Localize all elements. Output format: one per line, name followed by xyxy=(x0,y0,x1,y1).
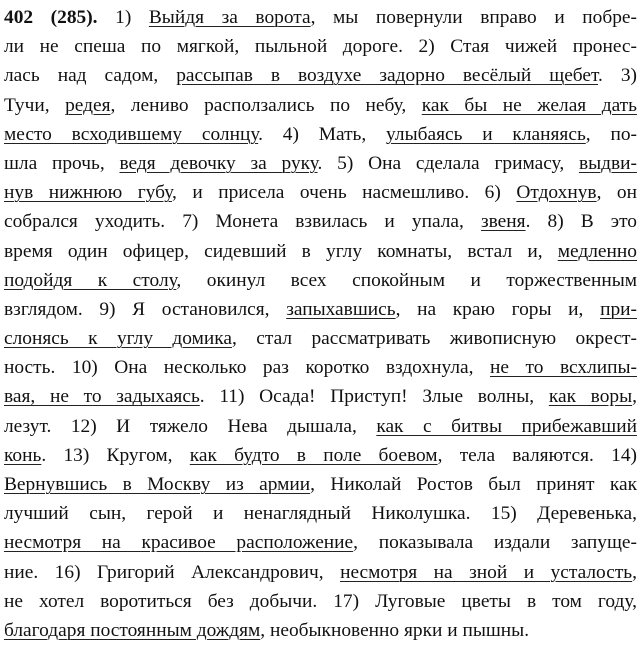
text-segment: , и присела очень насмешливо. 6) xyxy=(172,182,517,204)
text-line xyxy=(4,178,637,207)
text-line xyxy=(4,295,637,324)
text-line xyxy=(4,412,637,441)
text-segment: . 13) Кругом, xyxy=(41,444,190,466)
text-segment: , мы повернули вправо и побре- xyxy=(310,7,637,28)
text-line xyxy=(4,470,637,499)
text-segment: , Николай Ростов был принят как xyxy=(310,474,637,495)
text-line xyxy=(4,499,637,528)
underlined-phrase: нув нижнюю губу xyxy=(4,182,172,204)
text-segment: ли не спеша по мягкой, пыльной дороге. 2) Стая чижей пронес- xyxy=(4,36,637,58)
underlined-phrase: рассыпав в воздухе задорно весёлый щебет xyxy=(176,65,599,87)
text-segment: . 3) xyxy=(598,65,637,87)
underlined-phrase: несмотря на красивое расположение xyxy=(4,532,354,554)
underlined-phrase: не то всхлипы- xyxy=(490,357,637,379)
underlined-phrase: слонясь к углу домика xyxy=(4,328,232,350)
text-line xyxy=(4,237,637,266)
text-segment: , стал рассматривать живописную окрест- xyxy=(232,328,637,350)
text-segment: Тучи, xyxy=(4,94,66,116)
text-segment: , xyxy=(632,386,637,408)
exercise-text xyxy=(4,3,637,645)
underlined-phrase: несмотря на зной и усталость xyxy=(340,561,633,583)
underlined-phrase: как с битвы прибежавший xyxy=(376,415,637,437)
text-segment: шла прочь, xyxy=(4,152,120,174)
text-segment: лезут. 12) И тяжело Нева дышала, xyxy=(4,415,377,437)
text-segment: . 8) В это xyxy=(525,211,637,233)
text-segment: не хотел воротиться без добычи. 17) Луговые цветы в том году, xyxy=(4,590,637,612)
underlined-phrase: место всходившему солнцу xyxy=(4,123,259,145)
text-segment: , показывала издали запуще- xyxy=(353,532,637,554)
exercise-lines xyxy=(4,3,637,645)
underlined-phrase: как будто в поле боевом xyxy=(189,444,438,466)
text-segment: 1) xyxy=(115,7,149,28)
text-line xyxy=(4,324,637,353)
underlined-phrase: Выйдя за ворота xyxy=(148,7,311,28)
underlined-phrase: как бы не желая дать xyxy=(421,94,638,116)
text-segment: , по- xyxy=(585,123,637,145)
text-line xyxy=(4,266,637,295)
text-segment: взглядом. 9) Я остановился, xyxy=(4,298,287,320)
text-segment: . 4) Мать, xyxy=(258,123,387,145)
text-line xyxy=(4,558,637,587)
text-segment: ность. 10) Она несколько раз коротко вздохнула, xyxy=(4,357,490,379)
underlined-phrase: медленно xyxy=(557,240,637,262)
text-segment: время один офицер, сидевший в углу комнаты, встал и, xyxy=(4,240,558,262)
text-segment: . 11) Осада! Приступ! Злые волны, xyxy=(199,386,549,408)
underlined-phrase: улыбаясь и кланяясь xyxy=(386,123,586,145)
underlined-phrase: выдви- xyxy=(578,152,637,174)
text-line xyxy=(4,382,637,411)
text-segment: , тела валяются. 14) xyxy=(437,444,637,466)
underlined-phrase: ведя девочку за руку xyxy=(119,152,318,174)
text-line xyxy=(4,120,637,149)
underlined-phrase: благодаря постоянным дождям xyxy=(4,619,261,641)
text-segment: , он xyxy=(596,182,637,204)
text-segment: . 5) Она сделала гримасу, xyxy=(317,152,579,174)
text-line xyxy=(4,61,637,90)
underlined-phrase: при- xyxy=(600,298,637,320)
text-segment: , лениво расползались по небу, xyxy=(110,94,422,116)
text-line xyxy=(4,149,637,178)
text-line xyxy=(4,587,637,616)
text-segment: лась над садом, xyxy=(4,65,177,87)
underlined-phrase: вая, не то задыхаясь xyxy=(4,386,200,408)
underlined-phrase: запыхавшись xyxy=(286,298,396,320)
text-segment: , на краю горы и, xyxy=(395,298,601,320)
text-segment: , окинул всех спокойным и торжественным xyxy=(176,269,637,291)
text-line xyxy=(4,441,637,470)
underlined-phrase: звеня xyxy=(480,211,526,233)
text-segment: , xyxy=(632,561,637,583)
text-line xyxy=(4,3,637,32)
underlined-phrase: подойдя к столу xyxy=(4,269,177,291)
text-line xyxy=(4,207,637,236)
text-segment: собрался уходить. 7) Монета взвилась и упала, xyxy=(4,211,481,233)
exercise-number: 402 (285). xyxy=(4,7,98,28)
text-segment: , необыкновенно ярки и пышны. xyxy=(260,619,530,641)
text-segment: ние. 16) Григорий Александрович, xyxy=(4,561,341,583)
text-line xyxy=(4,91,637,120)
text-line xyxy=(4,353,637,382)
underlined-phrase: редея xyxy=(65,94,111,116)
text-line xyxy=(4,32,637,61)
underlined-phrase: конь xyxy=(4,444,42,466)
text-segment: лучший сын, герой и ненаглядный Николушка. 15) Деревенька, xyxy=(4,503,637,525)
underlined-phrase: Отдохнув xyxy=(516,182,597,204)
text-line xyxy=(4,528,637,557)
underlined-phrase: Вернувшись в Москву из армии xyxy=(4,474,311,495)
underlined-phrase: как воры xyxy=(548,386,633,408)
